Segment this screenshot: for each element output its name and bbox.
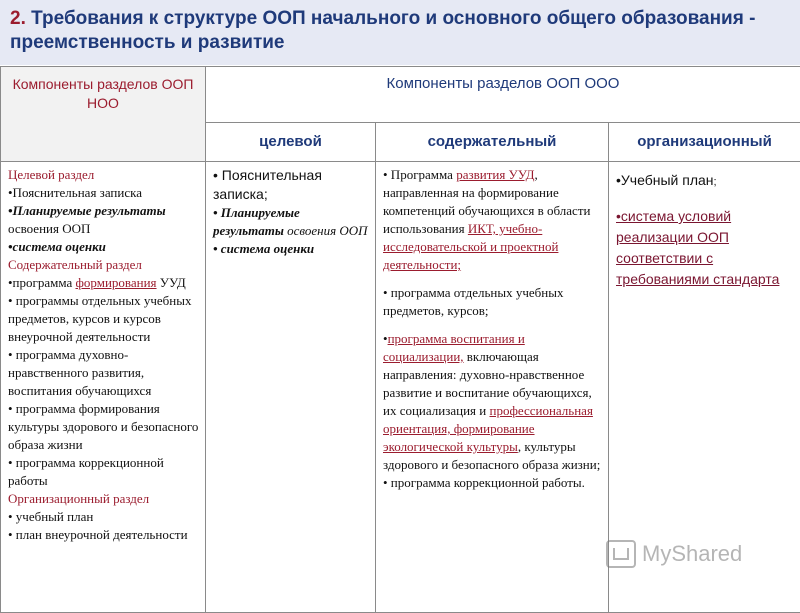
content-item-pre: • — [383, 331, 388, 346]
noo-sections-cell — [1, 162, 206, 613]
presentation-icon — [606, 540, 636, 568]
link-upbringing[interactable]: программа воспитания и социализации, — [383, 331, 525, 364]
org-item: •Учебный план — [616, 172, 714, 188]
noo-item: • программы отдельных учебных предметов, курсов и курсов внеурочной деятельности — [8, 292, 199, 346]
noo-item: • программа формирования культуры здорового и безопасного образа жизни — [8, 400, 199, 454]
content-item-pre: • Программа — [383, 167, 456, 182]
noo-item-bold: •Планируемые результаты — [8, 203, 166, 218]
slide-title — [10, 7, 790, 55]
header-ooo-label: Компоненты разделов ООП ООО — [387, 75, 620, 92]
noo-item: • программа коррекционной работы — [8, 454, 199, 490]
link-career[interactable]: профессиональная ориентация, формирование экологической культуры — [383, 403, 593, 454]
org-item-tail: ; — [714, 176, 717, 188]
title-text: Требования к структуре ООП начального и основного общего образования - преемственность и развитие — [10, 8, 755, 53]
header-content: содержательный — [376, 122, 609, 161]
content-item: • программа отдельных учебных предметов, курсов; — [383, 284, 602, 320]
noo-item-pre: •программа — [8, 275, 76, 290]
target-item-bold: • Планируемые результаты — [213, 205, 300, 238]
content-cell — [376, 162, 609, 613]
header-ooo — [206, 67, 800, 123]
noo-item-rest: освоения ООП — [8, 221, 90, 236]
header-noo-label: Компоненты разделов ООП НОО — [13, 76, 194, 111]
noo-target-title: Целевой раздел — [8, 166, 199, 184]
target-item-rest: освоения ООП — [284, 223, 368, 238]
title-number: 2. — [10, 8, 26, 29]
header-noo — [1, 67, 206, 162]
watermark — [606, 536, 776, 572]
noo-item: •Пояснительная записка — [8, 184, 199, 202]
noo-item: •система оценки — [8, 238, 199, 256]
header-org: организационный — [609, 122, 800, 161]
noo-org-title: Организационный раздел — [8, 490, 199, 508]
noo-item: • программа духовно-нравственного развития, воспитания обучающихся — [8, 346, 199, 400]
link-ict[interactable]: ИКТ, учебно-исследовательской и проектной деятельности; — [383, 221, 558, 272]
target-item: • Пояснительная записка; — [213, 166, 369, 204]
noo-item-post: УУД — [157, 275, 186, 290]
content-item: • программа коррекционной работы. — [383, 474, 602, 492]
content-item-post: , культуры здорового и безопасного образа жизни; — [383, 439, 600, 472]
noo-item: • учебный план — [8, 508, 199, 526]
noo-content-title: Содержательный раздел — [8, 256, 199, 274]
target-item: • система оценки — [213, 240, 369, 258]
link-uud[interactable]: развития УУД — [456, 167, 534, 182]
content-item-mid: включающая направления: духовно-нравственное развитие и воспитание обучающихся, их социализация и — [383, 349, 592, 418]
content-item-mid: , направленная на формирование компетенций обучающихся в области использования — [383, 167, 590, 236]
noo-link-formation[interactable]: формирования — [76, 275, 157, 290]
header-target: целевой — [206, 122, 376, 161]
noo-item: • план внеурочной деятельности — [8, 526, 199, 544]
requirements-table — [0, 66, 800, 613]
target-cell — [206, 162, 376, 613]
watermark-text: MyShared — [642, 541, 742, 567]
link-conditions[interactable]: •система условий реализации ООП соответствии с требованиями стандарта — [616, 208, 779, 287]
